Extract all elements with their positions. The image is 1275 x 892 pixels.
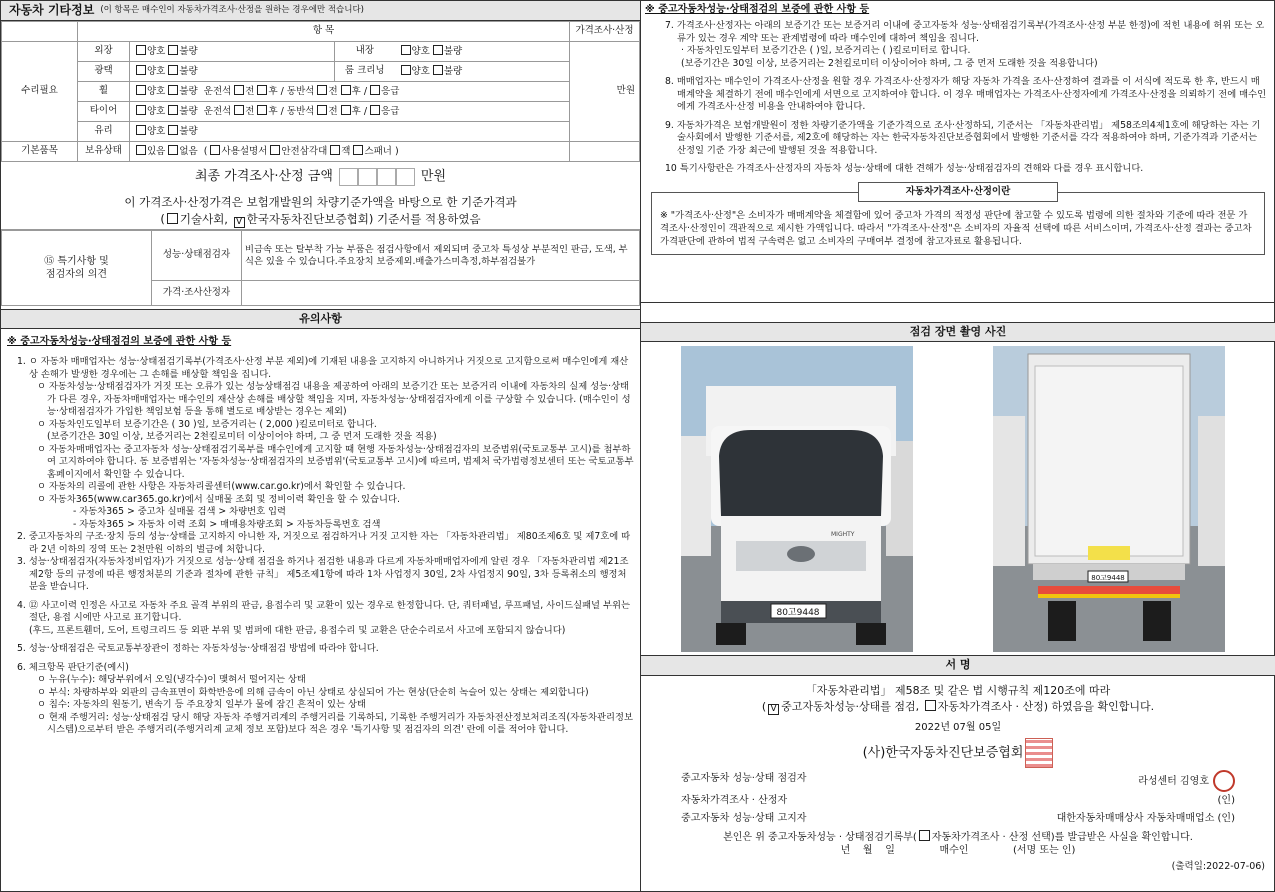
- note-line: ㅇ 현재 주행거리: 성능·상태점검 당시 해당 자동차 주행거리계의 주행거리를 기록하되, 기록한 주행거리가 자동차전산정보처리조직(자동차관리정보시스템)으로부터 받은 주행거리(주행거리계 교체 정보 포함)보다 적은 경우 '특기사항 및 점검자의 의견' 란에 이를 적어야 합니다.: [37, 711, 633, 735]
- price-basis: 이 가격조사·산정가격은 보험개발원의 차량기준가액을 바탕으로 한 기준가격과 ( 기술사회, V 한국자동차진단보증협회) 기준서를 적용하였음: [1, 192, 640, 228]
- tire-driver-front-checkbox[interactable]: [234, 105, 244, 115]
- vehicle-info-header: [1, 1, 640, 21]
- item-column-header: 항 목: [78, 22, 570, 42]
- confirm-line: ( V 중고자동차성능·상태를 점검, 자동차가격조사 · 산정) 하였음을 확인합니다.: [761, 700, 1155, 715]
- wheel-driver-rear-checkbox[interactable]: [257, 85, 267, 95]
- interior-good-checkbox[interactable]: [401, 45, 411, 55]
- note-line: 3. 성능·상태점검자(자동차정비업자)가 거짓으로 성능·상태 점검을 하거나 점검한 내용과 다르게 자동차매매업자에게 알린 경우 「자동차관리법 제21조제2항 등의 규정에 따른 행정처분의 기준과 절차에 관한 규칙」 제5조제1항에 따라 1차 사업정지 30일, 2차 사업정지 90일, 3차 등록취소의 행정처분을 받습니다.: [17, 556, 629, 592]
- exterior-label: 외장: [78, 42, 130, 62]
- glass-label: 유리: [78, 122, 130, 142]
- room-bad-checkbox[interactable]: [433, 65, 443, 75]
- tire-pass-rear-checkbox[interactable]: [341, 105, 351, 115]
- jack-checkbox[interactable]: [330, 145, 340, 155]
- item-9: 9. 자동차가격은 보험개발원이 정한 차량기준가액을 기준가격으로 조사·산정하되, 기준서는 「자동차관리법」 제58조의4제1호에 해당하는 자는 기술사회에서 발행한 기준서를, 제2호에 해당하는 자는 한국자동차진단보증협회에서 발행한 기준서를 각각 적용하여야 하며, 기준가격과 기준서는 산정일 기준 가장 최근에 발행된 것을 적용합니다.: [665, 119, 1261, 156]
- interior-bad-checkbox[interactable]: [433, 45, 443, 55]
- exterior-good-checkbox[interactable]: [136, 45, 146, 55]
- note-line: 6. 체크항목 판단기준(예시): [17, 661, 129, 673]
- note-line: - 자동차365 > 중고차 실매물 검색 > 차량번호 입력: [73, 506, 286, 517]
- notifier-value: 대한자동차매매상사 자동차매매업소 (인): [1056, 813, 1235, 825]
- note-line: ㅇ 부식: 차량하부와 외판의 금속표면이 화학반응에 의해 금속이 아닌 상태로 상실되어 가는 현상(단순히 녹슬어 있는 상태는 제외합니다): [37, 686, 589, 698]
- truck-rear-photo: [993, 346, 1225, 652]
- price-inspector-opinion[interactable]: [242, 281, 640, 306]
- wheel-label: 휠: [78, 82, 130, 102]
- warranty-section: [641, 3, 1275, 303]
- final-price-section: [1, 162, 640, 230]
- exterior-bad-checkbox[interactable]: [168, 45, 178, 55]
- note-line: ㅇ 침수: 자동차의 원동기, 변속기 등 주요장치 일부가 물에 잠긴 흔적이 있는 상태: [37, 699, 366, 710]
- buyer-sign-row: 년 월 일 매수인 (서명 또는 인): [840, 845, 1076, 857]
- signature-section: 「자동차관리법」 제58조 및 같은 법 시행규칙 제120조에 따라 ( V 중고자동차성능·상태를 점검, 자동차가격조사 · 산정) 하였음을 확인합니다. 2022년 07월 05일 (사)한국자동차진단보증협회 중고자동차 성능·상태 점검자 라성센터 김영호 자동차가격조사 · 산정자 (인) 중고자동차 성능·상태 고지자 대한자동차매매상사 자동차매매업소 (인) 본인은 위 중고자동차성능 · 상태점검기록부( 자동차가격조사 · 산정 선택)를 발급받은 사실을 확인합니다. 년 월 일 매수인 (서명 또는 인) (출력일:2022-07-06): [641, 676, 1275, 874]
- item-7-sub1: · 자동차인도일부터 보증기간은 ( )일, 보증거리는 ( )킬로미터로 합니다.: [681, 45, 971, 56]
- note-line: ㅇ 자동차의 리콜에 관한 사항은 자동차리콜센터(www.car.go.kr)에서 확인할 수 있습니다.: [37, 481, 406, 492]
- org-stamp: [1025, 738, 1053, 768]
- note-line: ㅇ 자동차매매업자는 중고자동차 성능·상태점검기록부를 매수인에게 고지할 때 현행 자동차성능·상태점검자의 보증범위(국토교통부 고시)를 첨부하여 고지하여야 합니다. 동 보증범위는 '자동차성능·상태점검자의 보증범위'(국토교통부 고시)에 따르며, 법제처 국가법령정보센터 또는 국토교통부 홈페이지에서 확인할 수 있습니다.: [37, 443, 634, 480]
- note-line: 4. ⑫ 사고이력 인정은 사고로 자동차 주요 골격 부위의 판금, 용접수리 및 교환이 있는 경우로 한정합니다. 단, 쿼터패널, 루프패널, 사이드실패널 부위는 절단, 용접 시에만 사고로 표기합니다. (후드, 프론트휀더, 도어, 트렁크리드 등 외판 부위 및 범퍼에 대한 판금, 용접수리 및 교환은 단순수리로서 사고에 포함되지 않습니다): [17, 599, 630, 636]
- item-10: 10 특기사항란은 가격조사·산정자의 자동차 성능·상태에 대한 견해가 성능·상태점검자의 견해와 다를 경우 표시합니다.: [665, 163, 1144, 174]
- inspector-value: 라성센터 김영호: [1138, 776, 1209, 788]
- tire-emergency-checkbox[interactable]: [370, 105, 380, 115]
- none-checkbox[interactable]: [168, 145, 178, 155]
- spanner-checkbox[interactable]: [353, 145, 363, 155]
- item-8: 8. 매매업자는 매수인이 가격조사·산정을 원할 경우 가격조사·산정자가 해당 자동차 가격을 조사·산정하여 결과를 이 서식에 적도록 한 후, 반드시 매매계약을 체결하기 전에 매수인에게 서면으로 고지하여야 합니다. 이 경우 매매업자는 가격조사·산정자에게 가격조사·산정을 의뢰하기 전에 매수인에게 가격조사·산정 비용을 안내하여야 합니다.: [665, 76, 1267, 112]
- buyer-price-checkbox[interactable]: [919, 830, 930, 841]
- notes-heading: ※ 중고자동차성능·상태점검의 보증에 관한 사항 등: [7, 336, 232, 347]
- notes-header: 유의사항: [1, 309, 640, 329]
- special-notes-label: ⑮ 특기사항 및 점검자의 의견: [2, 231, 152, 306]
- wheel-pass-front-checkbox[interactable]: [317, 85, 327, 95]
- price-column-header: 가격조사·산정: [570, 22, 640, 42]
- triangle-checkbox[interactable]: [270, 145, 280, 155]
- inspector-opinion-text: 비금속 또는 탈부착 가능 부품은 점검사항에서 제외되며 중고차 특성상 부분적인 판금, 도색, 부식은 있을 수 있습니다.주요장치 보증제외.배출가스미측정,하부점검불가: [242, 231, 640, 281]
- manual-checkbox[interactable]: [210, 145, 220, 155]
- note-line: 1. ㅇ 자동차 매매업자는 성능·상태점검기록부(가격조사·산정 부분 제외)에 기재된 내용을 고지하지 아니하거나 거짓으로 고지함으로써 매수인에게 재산상 손해가 발생한 경우에는 그 손해를 배상할 책임을 집니다.: [17, 356, 629, 380]
- truck-brand: MIGHTY: [831, 531, 855, 538]
- note-line: 2. 중고자동차의 구조·장치 등의 성능·상태를 고지하지 아니한 자, 거짓으로 점검하거나 거짓 고지한 자는 「자동차관리법」 제80조제6호 및 제7호에 따라 2년 이하의 징역 또는 2천만원 이하의 벌금에 처합니다.: [17, 531, 631, 555]
- price-inspector-label: 가격·조사산정자: [152, 281, 242, 306]
- vehicle-info-title: 자동차 기타정보: [9, 2, 95, 17]
- have-checkbox[interactable]: [136, 145, 146, 155]
- law-line: 「자동차관리법」 제58조 및 같은 법 시행규칙 제120조에 따라: [805, 684, 1111, 697]
- definition-text: ※ "가격조사·산정"은 소비자가 매매계약을 체결함에 있어 중고차 가격의 적정성 판단에 참고할 수 있도록 법령에 의한 절차와 기준에 따라 전문 가격조사·산정인이 객관적으로 제시한 가액입니다. 따라서 "가격조사·산정"은 소비자의 자율적 선택에 따른 서비스이며, 가격조사·산정 결과는 중고차 가격판단에 관하여 법적 구속력은 없고 소비자의 구매여부 결정에 참고자료로 활용됩니다.: [651, 192, 1265, 255]
- inspector-label: 중고자동차 성능·상태 점검자: [681, 773, 807, 785]
- notifier-label: 중고자동차 성능·상태 고지자: [681, 813, 807, 825]
- kaidaa-checkbox[interactable]: V: [234, 217, 245, 228]
- front-plate: 80고9448: [776, 608, 820, 618]
- rear-plate: 80고9448: [1091, 574, 1125, 582]
- left-column: [1, 1, 640, 739]
- wheel-good-checkbox[interactable]: [136, 85, 146, 95]
- price-label: 자동차가격조사 · 산정자: [681, 795, 788, 807]
- tire-driver-rear-checkbox[interactable]: [257, 105, 267, 115]
- note-line: ㅇ 누유(누수): 해당부위에서 오일(냉각수)이 맺혀서 떨어지는 상태: [37, 674, 306, 685]
- gloss-bad-checkbox[interactable]: [168, 65, 178, 75]
- engineer-society-checkbox[interactable]: [167, 213, 178, 224]
- wheel-driver-front-checkbox[interactable]: [234, 85, 244, 95]
- note-line: - 자동차365 > 자동차 이력 조회 > 매매용차량조회 > 자동차등록번호 검색: [73, 518, 381, 530]
- notes-section: [1, 329, 640, 739]
- gloss-label: 광택: [78, 62, 130, 82]
- note-line: ㅇ 자동차성능·상태점검자가 거짓 또는 오류가 있는 성능상태점검 내용을 제공하여 아래의 보증기간 또는 보증거리 이내에 자동차의 실제 성능·상태가 다른 경우, 자동차매매업자는 매수인의 재산상 손해를 배상할 책임을 지며, 자동차성능·상태점검자에게 이를 구상할 수 있습니다. (매수인이 성능·상태점검자가 가입한 책임보험 등을 통해 별도로 배상받는 경우는 제외): [37, 381, 631, 417]
- right-column: [641, 1, 1275, 874]
- interior-label: 내장: [335, 42, 395, 62]
- org-name: (사)한국자동차진단보증협회: [862, 745, 1024, 761]
- wheel-bad-checkbox[interactable]: [168, 85, 178, 95]
- signature-header: 서 명: [641, 656, 1275, 676]
- glass-good-checkbox[interactable]: [136, 125, 146, 135]
- room-cleaning-label: 룸 크리닝: [335, 62, 395, 82]
- glass-bad-checkbox[interactable]: [168, 125, 178, 135]
- inspection-checkbox[interactable]: V: [768, 704, 779, 715]
- room-good-checkbox[interactable]: [401, 65, 411, 75]
- warranty-heading: ※ 중고자동차성능·상태점검의 보증에 관한 사항 등: [645, 4, 870, 15]
- price-unit-label: 만원: [570, 42, 640, 142]
- final-price-input[interactable]: [339, 168, 415, 186]
- inspection-photos: [641, 342, 1275, 656]
- tire-bad-checkbox[interactable]: [168, 105, 178, 115]
- price-checkbox[interactable]: [925, 700, 936, 711]
- sign-date: 2022년 07월 05일: [914, 722, 1002, 734]
- tire-good-checkbox[interactable]: [136, 105, 146, 115]
- special-notes-table: [1, 230, 640, 306]
- note-line: 5. 성능·상태점검은 국토교통부장관이 정하는 자동차성능·상태점검 방법에 따라야 합니다.: [17, 643, 379, 654]
- vehicle-info-table: 항 목 가격조사·산정 수리필요 외장 양호 불량 내장 양호 불량 만원 광택 양호 불량 룸 크리닝 양호 불량 휠 양호 불량 운전석 전 후 / 동반석 전 후 / 응급 타이어 양호 불량 운전석 전 후 / 동반석 전 후 / 응급 유리 양호 불량 기본품목 보유상태 있음 없음 ( 사용설명서 안전삼각대 잭 스패너 ): [1, 21, 640, 162]
- item-7-sub2: (보증기간은 30일 이상, 보증거리는 2천킬로미터 이상이어야 하며, 그 중 먼저 도래한 것을 적용합니다): [681, 57, 1098, 69]
- gloss-good-checkbox[interactable]: [136, 65, 146, 75]
- final-price-label: 최종 가격조사·산정 금액: [194, 168, 333, 184]
- wheel-emergency-checkbox[interactable]: [370, 85, 380, 95]
- vehicle-info-subtitle: (이 항목은 매수인이 자동차가격조사·산정을 원하는 경우에만 적습니다): [100, 4, 364, 15]
- price-value: (인): [1217, 795, 1235, 807]
- inspector-seal: [1213, 770, 1235, 792]
- printed-date: (출력일:2022-07-06): [1171, 861, 1265, 873]
- note-line: ㅇ 자동차인도일부터 보증기간은 ( 30 )일, 보증거리는 ( 2,000 )킬로미터로 합니다. (보증기간은 30일 이상, 보증거리는 2천킬로미터 이상이어야 하며, 그 중 먼저 도래한 것을 적용): [37, 418, 437, 442]
- basis-line1: 이 가격조사·산정가격은 보험개발원의 차량기준가액을 바탕으로 한 기준가격과: [124, 195, 517, 209]
- note-line: ㅇ 자동차365(www.car365.go.kr)에서 실매물 조회 및 정비이력 확인을 할 수 있습니다.: [37, 493, 400, 505]
- item-7: 7. 가격조사·산정자는 아래의 보증기간 또는 보증거리 이내에 중고자동차 성능·상태점검기록부(가격조사·산정 부분 한정)에 적힌 내용에 허위 또는 오류가 있는 경우 계약 또는 관계법령에 따라 매수인에 대하여 책임을 집니다.: [665, 20, 1265, 44]
- photos-header: 점검 장면 촬영 사진: [641, 322, 1275, 342]
- final-price-unit: 만원: [420, 168, 447, 184]
- basic-items-label: 기본품목: [2, 142, 78, 162]
- possession-label: 보유상태: [78, 142, 130, 162]
- repair-needed-label: 수리필요: [2, 42, 78, 142]
- tire-label: 타이어: [78, 102, 130, 122]
- wheel-pass-rear-checkbox[interactable]: [341, 85, 351, 95]
- truck-front-photo: [681, 346, 913, 652]
- notes-list: [7, 356, 634, 737]
- tire-pass-front-checkbox[interactable]: [317, 105, 327, 115]
- definition-title: 자동차가격조사·산정이란: [858, 182, 1058, 202]
- inspector-opinion-label: 성능·상태점검자: [152, 231, 242, 281]
